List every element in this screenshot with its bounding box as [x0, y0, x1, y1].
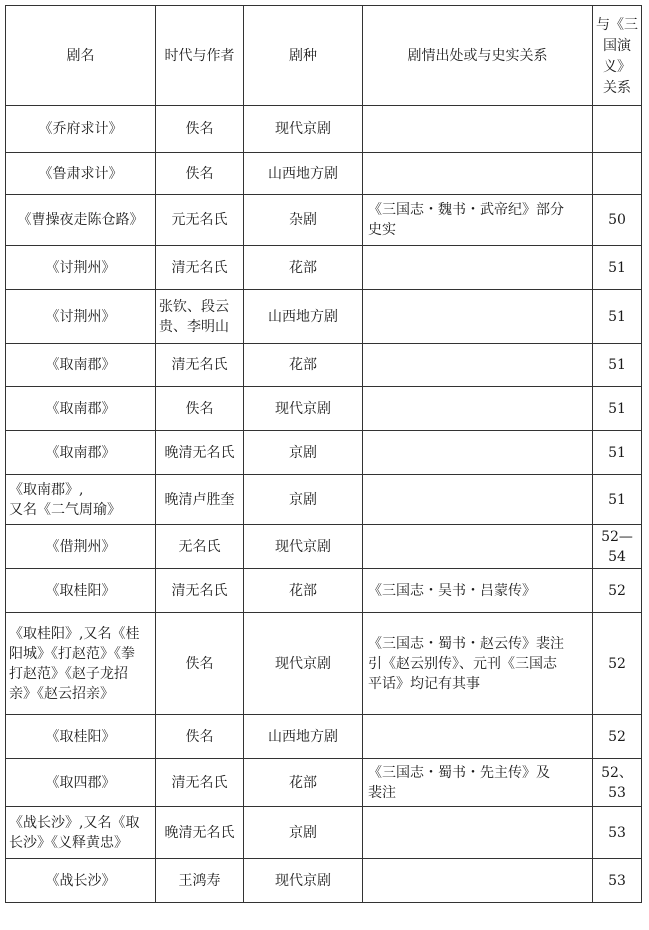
row-era-author: 佚名 — [156, 613, 244, 715]
row-era-author: 佚名 — [156, 106, 244, 153]
row-source: 《三国志・蜀书・先主传》及 裴注 — [363, 759, 593, 807]
table-row — [6, 387, 642, 431]
row-relation: 53 — [593, 859, 642, 903]
row-title: 《取南郡》 — [6, 387, 156, 431]
row-era-author: 佚名 — [156, 153, 244, 195]
table-row — [6, 153, 642, 195]
row-title: 《战长沙》,又名《取 长沙》《义释黄忠》 — [6, 807, 156, 859]
table-row — [6, 613, 642, 715]
row-relation: 52 — [593, 569, 642, 613]
row-title: 《曹操夜走陈仓路》 — [6, 195, 156, 246]
header-source: 剧情出处或与史实关系 — [363, 6, 593, 106]
row-era-author: 晚清无名氏 — [156, 807, 244, 859]
row-genre: 现代京剧 — [244, 859, 363, 903]
row-era-author: 无名氏 — [156, 525, 244, 569]
row-era-author: 清无名氏 — [156, 759, 244, 807]
row-relation: 51 — [593, 431, 642, 475]
row-source — [363, 387, 593, 431]
drama-table — [5, 5, 642, 903]
row-genre: 山西地方剧 — [244, 715, 363, 759]
table-row — [6, 525, 642, 569]
row-source — [363, 246, 593, 290]
row-title: 《取桂阳》 — [6, 715, 156, 759]
row-title: 《鲁肃求计》 — [6, 153, 156, 195]
row-title: 《取桂阳》 — [6, 569, 156, 613]
row-source — [363, 859, 593, 903]
table-row — [6, 290, 642, 344]
row-source — [363, 475, 593, 525]
table-row — [6, 106, 642, 153]
row-relation — [593, 106, 642, 153]
header-era-author: 时代与作者 — [156, 6, 244, 106]
row-genre: 京剧 — [244, 475, 363, 525]
row-title: 《借荆州》 — [6, 525, 156, 569]
row-relation: 51 — [593, 475, 642, 525]
row-era-author: 晚清无名氏 — [156, 431, 244, 475]
table-row — [6, 759, 642, 807]
row-title: 《取四郡》 — [6, 759, 156, 807]
row-title: 《取南郡》 — [6, 344, 156, 387]
row-genre: 花部 — [244, 246, 363, 290]
row-title: 《取南郡》, 又名《二气周瑜》 — [6, 475, 156, 525]
row-genre: 山西地方剧 — [244, 153, 363, 195]
row-title: 《讨荆州》 — [6, 290, 156, 344]
row-relation: 52、53 — [593, 759, 642, 807]
header-title: 剧名 — [6, 6, 156, 106]
header-relation: 与《三 国演 义》 关系 — [593, 6, 642, 106]
row-relation — [593, 153, 642, 195]
row-title: 《战长沙》 — [6, 859, 156, 903]
row-era-author: 清无名氏 — [156, 569, 244, 613]
row-source — [363, 106, 593, 153]
row-genre: 杂剧 — [244, 195, 363, 246]
row-relation: 51 — [593, 387, 642, 431]
row-era-author: 晚清卢胜奎 — [156, 475, 244, 525]
table-row — [6, 859, 642, 903]
row-era-author: 元无名氏 — [156, 195, 244, 246]
header-row — [6, 6, 642, 106]
row-source — [363, 344, 593, 387]
row-relation: 51 — [593, 344, 642, 387]
row-genre: 山西地方剧 — [244, 290, 363, 344]
row-era-author: 清无名氏 — [156, 246, 244, 290]
row-relation: 52 — [593, 613, 642, 715]
table-row — [6, 569, 642, 613]
row-relation: 52—54 — [593, 525, 642, 569]
table-row — [6, 431, 642, 475]
row-era-author: 王鸿寿 — [156, 859, 244, 903]
row-title: 《讨荆州》 — [6, 246, 156, 290]
row-source — [363, 153, 593, 195]
row-source — [363, 290, 593, 344]
row-source — [363, 525, 593, 569]
row-source — [363, 715, 593, 759]
row-genre: 京剧 — [244, 807, 363, 859]
row-era-author: 佚名 — [156, 387, 244, 431]
row-era-author: 清无名氏 — [156, 344, 244, 387]
row-genre: 现代京剧 — [244, 387, 363, 431]
table-row — [6, 715, 642, 759]
row-title: 《乔府求计》 — [6, 106, 156, 153]
row-genre: 现代京剧 — [244, 106, 363, 153]
table-row — [6, 195, 642, 246]
row-title: 《取南郡》 — [6, 431, 156, 475]
row-relation: 52 — [593, 715, 642, 759]
row-genre: 京剧 — [244, 431, 363, 475]
row-source — [363, 431, 593, 475]
row-source: 《三国志・魏书・武帝纪》部分 史实 — [363, 195, 593, 246]
row-title: 《取桂阳》,又名《桂 阳城》《打赵范》《拳 打赵范》《赵子龙招 亲》《赵云招亲》 — [6, 613, 156, 715]
table-row — [6, 475, 642, 525]
row-relation: 51 — [593, 246, 642, 290]
row-source: 《三国志・吴书・吕蒙传》 — [363, 569, 593, 613]
row-relation: 50 — [593, 195, 642, 246]
header-genre: 剧种 — [244, 6, 363, 106]
row-source: 《三国志・蜀书・赵云传》裴注 引《赵云别传》、元刊《三国志 平话》均记有其事 — [363, 613, 593, 715]
table-row — [6, 344, 642, 387]
row-genre: 现代京剧 — [244, 613, 363, 715]
row-relation: 53 — [593, 807, 642, 859]
row-genre: 花部 — [244, 344, 363, 387]
row-genre: 花部 — [244, 569, 363, 613]
row-era-author: 张钦、段云 贵、李明山 — [156, 290, 244, 344]
table-row — [6, 246, 642, 290]
row-era-author: 佚名 — [156, 715, 244, 759]
table-row — [6, 807, 642, 859]
row-source — [363, 807, 593, 859]
row-genre: 现代京剧 — [244, 525, 363, 569]
row-genre: 花部 — [244, 759, 363, 807]
row-relation: 51 — [593, 290, 642, 344]
